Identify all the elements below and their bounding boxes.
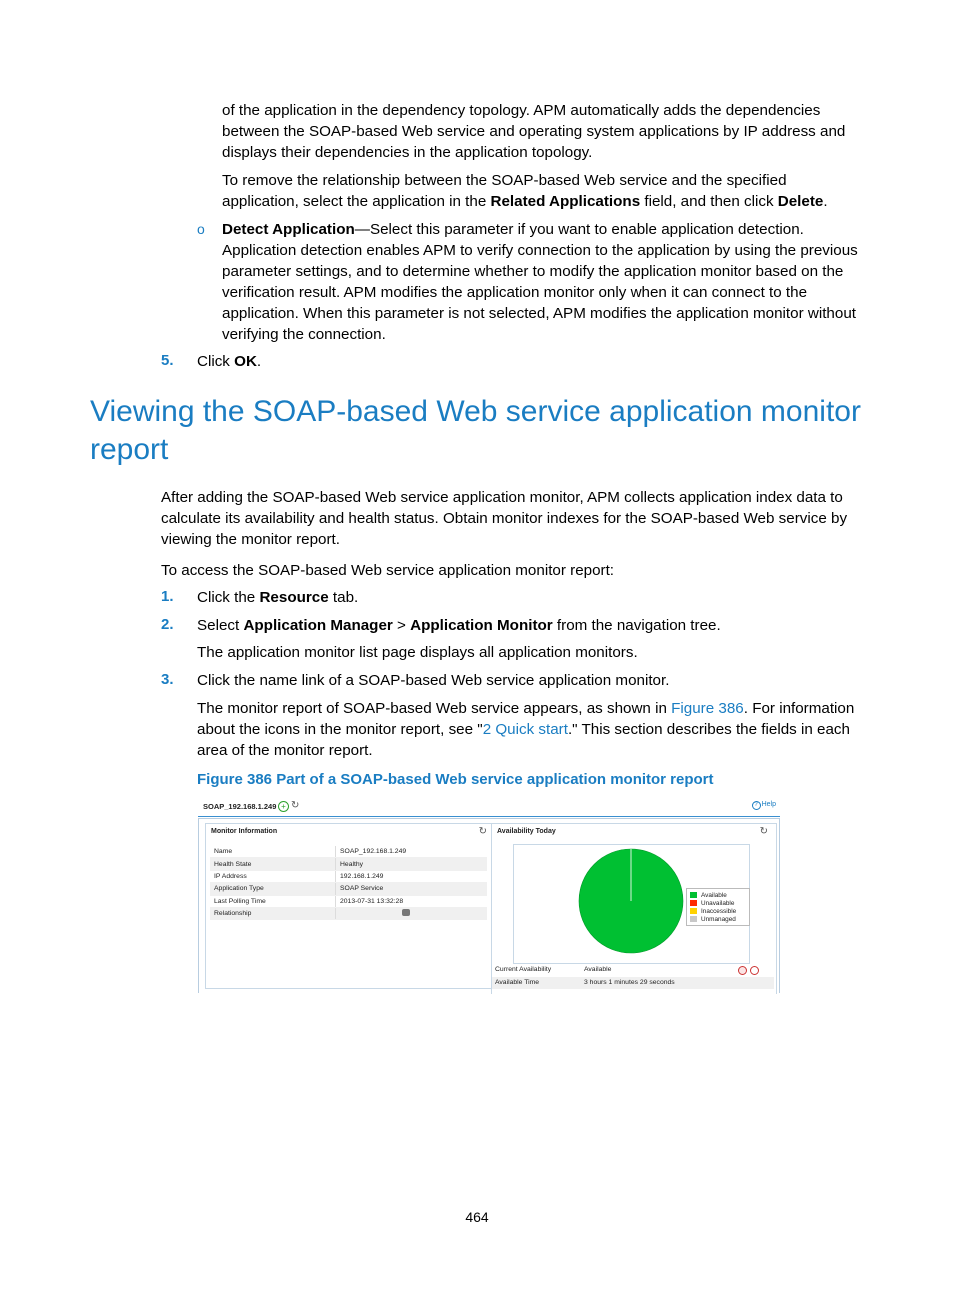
- report-frame: [198, 818, 780, 993]
- available-time-row: [492, 977, 774, 989]
- bullet-marker: o: [197, 221, 205, 237]
- monitor-report-screenshot: [198, 798, 780, 992]
- legend-swatch: [690, 916, 697, 922]
- legend-item-available: Available: [690, 892, 727, 899]
- table-row: [210, 895, 487, 907]
- section-heading: Viewing the SOAP-based Web service application monitor report: [90, 395, 861, 466]
- monitor-information-panel: [205, 823, 492, 989]
- monitor-info-refresh-icon[interactable]: ↻: [478, 826, 487, 837]
- detect-application-paragraph: Detect Application—Select this parameter if you want to enable application detection. Application detection enables APM to verify connection to the application by using the previous parameter settings, and to determine whether to modify the application monitor based on the verification result. APM modifies the application monitor only when it can connect to the application. When this parameter is not selected, APM modifies the application monitor without verifying the connection.: [222, 221, 858, 343]
- table-row: [210, 870, 487, 882]
- figure-caption: Figure 386 Part of a SOAP-based Web service application monitor report: [197, 771, 714, 788]
- current-availability-label: Current Availability: [495, 966, 552, 973]
- monitor-information-title: Monitor Information: [211, 828, 278, 835]
- field-label: Health State: [210, 858, 336, 870]
- table-row: [210, 883, 487, 895]
- current-availability-row: [492, 964, 774, 976]
- section-paragraph-2: To access the SOAP-based Web service application monitor report:: [161, 562, 615, 579]
- table-row: [210, 858, 487, 870]
- page-number: 464: [465, 1209, 489, 1225]
- step-3-text: Click the name link of a SOAP-based Web service application monitor.: [197, 672, 670, 689]
- monitor-information-table: [210, 846, 487, 920]
- figure-386-link[interactable]: Figure 386: [671, 700, 744, 717]
- field-value: 2013-07-31 13:32:28: [336, 895, 488, 907]
- alarm-icon[interactable]: [738, 966, 747, 975]
- field-label: Last Polling Time: [210, 895, 336, 907]
- field-value: [336, 907, 488, 919]
- field-label: Relationship: [210, 907, 336, 919]
- chart-legend: [686, 888, 750, 926]
- legend-item-unmanaged: Unmanaged: [690, 916, 736, 923]
- status-icon[interactable]: [750, 966, 759, 975]
- help-icon: ?: [752, 801, 761, 810]
- available-time-label: Available Time: [495, 979, 540, 986]
- legend-swatch: [690, 900, 697, 906]
- report-title-bar: [198, 798, 780, 817]
- help-link[interactable]: ? Help: [752, 801, 776, 810]
- availability-today-title: Availability Today: [497, 828, 556, 835]
- legend-item-unavailable: Unavailable: [690, 900, 734, 907]
- legend-swatch: [690, 908, 697, 914]
- availability-today-panel: [491, 823, 777, 994]
- intro-paragraph-2: To remove the relationship between the SOAP-based Web service and the specified application, select the application in the Related Applications field, and then click Delete.: [222, 172, 828, 210]
- field-label: Name: [210, 846, 336, 858]
- field-label: Application Type: [210, 883, 336, 895]
- quick-start-link[interactable]: 2 Quick start: [482, 721, 568, 738]
- refresh-icon[interactable]: ↻: [291, 800, 300, 811]
- legend-swatch: [690, 892, 697, 898]
- step-number-5: 5.: [161, 352, 174, 369]
- availability-refresh-icon[interactable]: ↻: [759, 826, 768, 837]
- table-row: [210, 907, 487, 919]
- step-number-1: 1.: [161, 588, 174, 605]
- field-value: SOAP Service: [336, 883, 488, 895]
- section-paragraph-1: After adding the SOAP-based Web service application monitor, APM collects application index data to calculate its availability and health status. Obtain monitor indexes for the SOAP-based Web service by viewing the monitor report.: [161, 489, 848, 548]
- field-value: 192.168.1.249: [336, 870, 488, 882]
- availability-chart: [513, 844, 750, 964]
- step-number-3: 3.: [161, 671, 174, 688]
- add-icon[interactable]: +: [278, 801, 289, 812]
- relationship-icon[interactable]: [402, 909, 410, 916]
- field-label: IP Address: [210, 870, 336, 882]
- step-3-note: The monitor report of SOAP-based Web service appears, as shown in Figure 386. For information about the icons in the monitor report, see "2 Quick start." This section describes the fields in each area of the monitor report.: [197, 700, 855, 759]
- step-2-text: Select Application Manager > Application Monitor from the navigation tree.: [197, 617, 721, 634]
- step-2-note: The application monitor list page displays all application monitors.: [197, 644, 638, 661]
- current-availability-value: Available: [584, 966, 612, 973]
- report-title[interactable]: SOAP_192.168.1.249: [203, 802, 277, 811]
- step-number-2: 2.: [161, 616, 174, 633]
- legend-item-inaccessible: Inaccessible: [690, 908, 736, 915]
- intro-paragraph-1: of the application in the dependency topology. APM automatically adds the dependencies between the SOAP-based Web service and operating system applications by IP address and displays their dependencies in the application topology.: [222, 102, 846, 161]
- step-1-text: Click the Resource tab.: [197, 589, 359, 606]
- available-time-value: 3 hours 1 minutes 29 seconds: [584, 979, 675, 986]
- table-row: [210, 846, 487, 858]
- field-value: Healthy: [336, 858, 488, 870]
- step-5-text: Click OK.: [197, 353, 262, 370]
- field-value: SOAP_192.168.1.249: [336, 846, 488, 858]
